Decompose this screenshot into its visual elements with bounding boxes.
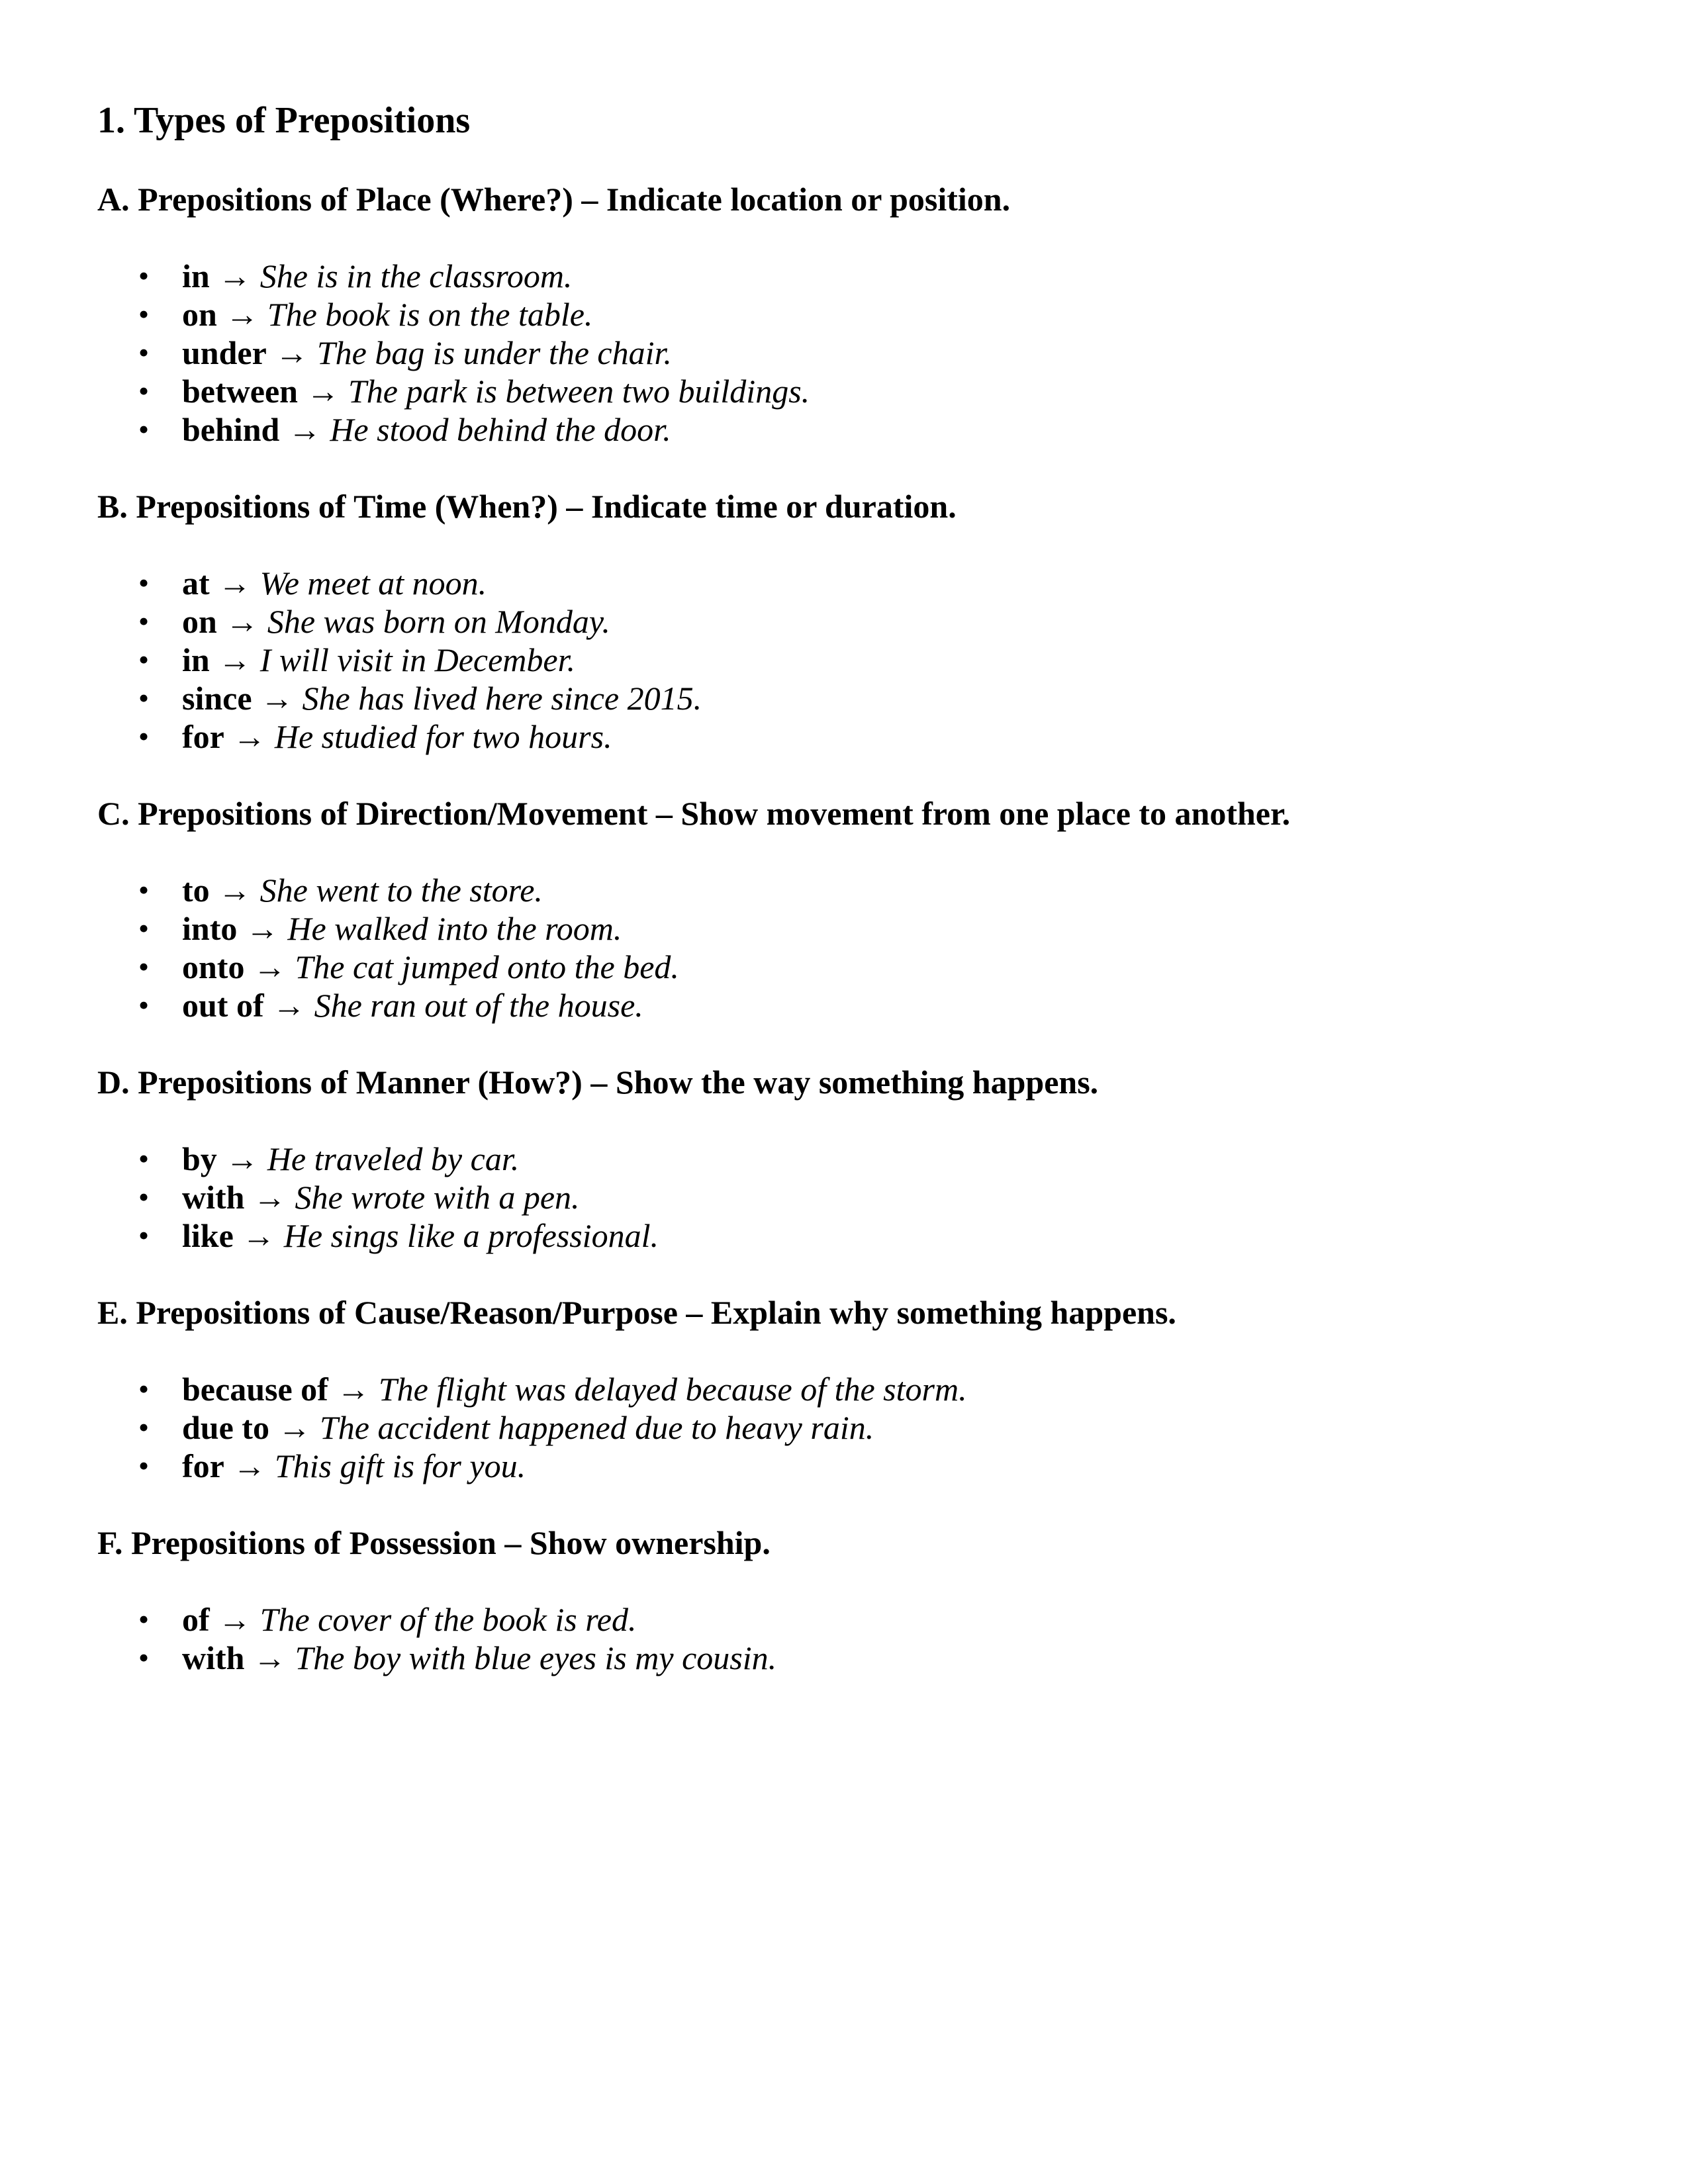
preposition-term: like [182,1217,234,1254]
arrow-icon: → [225,296,259,333]
section-manner [97,1063,1589,1255]
bullet-icon [138,1216,149,1255]
bullet-icon [138,1140,149,1178]
preposition-term: in [182,641,210,678]
bullet-icon [138,372,149,410]
example-sentence: The boy with blue eyes is my cousin. [295,1639,777,1676]
list-item [97,909,1589,948]
arrow-icon: → [260,680,294,717]
example-sentence: The accident happened due to heavy rain. [319,1409,874,1446]
bullet-icon [138,257,149,295]
bullet-icon [138,1178,149,1216]
arrow-icon: → [253,948,287,985]
example-sentence: This gift is for you. [274,1447,526,1484]
preposition-term: behind [182,411,280,448]
section-place [97,180,1589,449]
example-sentence: She ran out of the house. [314,987,643,1024]
example-sentence: He walked into the room. [287,910,622,947]
arrow-icon: → [272,987,306,1024]
example-sentence: We meet at noon. [259,565,487,602]
list-item [97,1140,1589,1178]
preposition-term: with [182,1639,245,1676]
example-sentence: The cat jumped onto the bed. [295,948,679,985]
arrow-icon: → [253,1639,287,1676]
page-title: 1. Types of Prepositions [97,100,471,141]
bullet-icon [138,564,149,602]
preposition-term: because of [182,1371,328,1408]
arrow-icon: → [242,1217,275,1254]
example-sentence: She is in the classroom. [259,257,573,295]
section-heading-place: A. Prepositions of Place (Where?) – Indicate location or position. [97,181,1011,218]
example-sentence: The flight was delayed because of the storm. [378,1371,967,1408]
section-direction [97,794,1589,1024]
example-sentence: I will visit in December. [259,641,575,678]
arrow-icon: → [218,565,252,602]
section-heading-direction: C. Prepositions of Direction/Movement – Show movement from one place to another. [97,795,1291,832]
list-item [97,410,1589,449]
bullet-icon [138,948,149,986]
example-sentence: The book is on the table. [267,296,593,333]
list-item [97,1447,1589,1485]
bullet-icon [138,1639,149,1677]
arrow-icon: → [225,1140,259,1177]
preposition-term: between [182,373,298,410]
example-sentence: She went to the store. [259,872,543,909]
preposition-term: with [182,1179,245,1216]
preposition-term: on [182,603,217,640]
preposition-term: on [182,296,217,333]
list-item [97,948,1589,986]
example-sentence: He sings like a professional. [283,1217,659,1254]
arrow-icon: → [232,718,266,755]
bullet-icon [138,986,149,1024]
example-sentence: She wrote with a pen. [295,1179,580,1216]
bullet-icon [138,909,149,948]
list-item [97,717,1589,756]
preposition-list-direction [97,871,1589,1024]
arrow-icon: → [336,1371,370,1408]
bullet-icon [138,1408,149,1447]
section-cause [97,1293,1589,1485]
preposition-list-time [97,564,1589,756]
list-item [97,372,1589,410]
section-possession [97,1524,1589,1677]
example-sentence: He stood behind the door. [330,411,671,448]
list-item [97,257,1589,295]
bullet-icon [138,1447,149,1485]
preposition-term: since [182,680,252,717]
bullet-icon [138,717,149,756]
preposition-term: at [182,565,210,602]
bullet-icon [138,1370,149,1408]
example-sentence: The bag is under the chair. [316,334,672,371]
preposition-term: onto [182,948,245,985]
preposition-term: under [182,334,267,371]
section-time [97,487,1589,756]
list-item [97,641,1589,679]
list-item [97,1178,1589,1216]
bullet-icon [138,871,149,909]
arrow-icon: → [275,334,308,371]
example-sentence: The park is between two buildings. [348,373,810,410]
arrow-icon: → [218,1601,252,1638]
preposition-term: for [182,1447,224,1484]
arrow-icon: → [218,872,252,909]
section-heading-cause: E. Prepositions of Cause/Reason/Purpose – Explain why something happens. [97,1294,1176,1331]
bullet-icon [138,602,149,641]
bullet-icon [138,1600,149,1639]
arrow-icon: → [218,641,252,678]
preposition-list-place [97,257,1589,449]
arrow-icon: → [277,1409,311,1446]
list-item [97,1408,1589,1447]
arrow-icon: → [218,257,252,295]
preposition-list-cause [97,1370,1589,1485]
list-item [97,679,1589,717]
list-item [97,871,1589,909]
example-sentence: The cover of the book is red. [259,1601,637,1638]
list-item [97,986,1589,1024]
list-item [97,334,1589,372]
preposition-term: due to [182,1409,269,1446]
bullet-icon [138,641,149,679]
preposition-term: to [182,872,210,909]
bullet-icon [138,410,149,449]
preposition-term: for [182,718,224,755]
section-heading-time: B. Prepositions of Time (When?) – Indicate time or duration. [97,488,957,525]
bullet-icon [138,679,149,717]
example-sentence: He studied for two hours. [274,718,612,755]
list-item [97,564,1589,602]
section-heading-manner: D. Prepositions of Manner (How?) – Show the way something happens. [97,1064,1099,1101]
list-item [97,602,1589,641]
arrow-icon: → [253,1179,287,1216]
list-item [97,295,1589,334]
preposition-term: out of [182,987,264,1024]
preposition-list-manner [97,1140,1589,1255]
preposition-term: of [182,1601,210,1638]
preposition-term: by [182,1140,217,1177]
example-sentence: She was born on Monday. [267,603,610,640]
section-heading-possession: F. Prepositions of Possession – Show ownership. [97,1524,771,1561]
list-item [97,1639,1589,1677]
preposition-term: into [182,910,238,947]
arrow-icon: → [246,910,279,947]
preposition-list-possession [97,1600,1589,1677]
example-sentence: She has lived here since 2015. [302,680,702,717]
example-sentence: He traveled by car. [267,1140,520,1177]
bullet-icon [138,334,149,372]
list-item [97,1600,1589,1639]
list-item [97,1370,1589,1408]
arrow-icon: → [225,603,259,640]
arrow-icon: → [232,1447,266,1484]
preposition-term: in [182,257,210,295]
list-item [97,1216,1589,1255]
arrow-icon: → [306,373,340,410]
arrow-icon: → [288,411,322,448]
bullet-icon [138,295,149,334]
